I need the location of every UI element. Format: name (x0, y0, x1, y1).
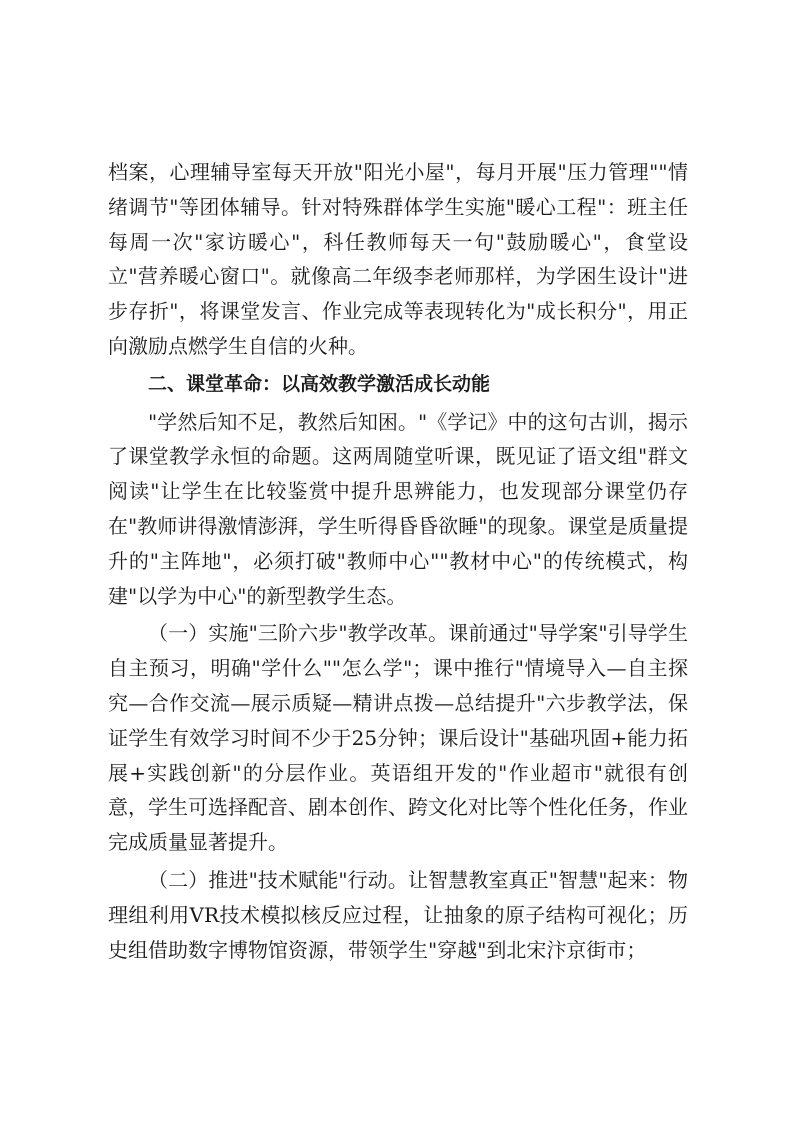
paragraph-student-care: 档案，心理辅导室每天开放"阳光小屋"，每月开展"压力管理""情绪调节"等团体辅导。针对特殊群体学生实施"暖心工程"：班主任每周一次"家访暖心"，科任教师每天一句"鼓励暖心"，食堂设立"营养暖心窗口"。就像高二年级李老师那样，为学困生设计"进步存折"，将课堂发言、作业完成等表现转化为"成长积分"，用正向激励点燃学生自信的火种。 (108, 160, 688, 358)
document-body (108, 155, 688, 967)
paragraph-teaching-reform: （一）实施"三阶六步"教学改革。课前通过"导学案"引导学生自主预习，明确"学什么""怎么学"；课中推行"情境导入—自主探究—合作交流—展示质疑—精讲点拨—总结提升"六步教学法，保证学生有效学习时间不少于25分钟；课后设计"基础巩固+能力拓展+实践创新"的分层作业。英语组开发的"作业超市"就很有创意，学生可选择配音、剧本创作、跨文化对比等个性化任务，作业完成质量显著提升。 (108, 621, 688, 855)
section-heading-classroom-revolution: 二、课堂革命：以高效教学激活成长动能 (148, 372, 491, 395)
paragraph-classroom-intro: "学然后知不足，教然后知困。"《学记》中的这句古训，揭示了课堂教学永恒的命题。这两周随堂听课，既见证了语文组"群文阅读"让学生在比较鉴赏中提升思辨能力，也发现部分课堂仍存在"教师讲得激情澎湃，学生听得昏昏欲睡"的现象。课堂是质量提升的"主阵地"，必须打破"教师中心""教材中心"的传统模式，构建"以学为中心"的新型教学生态。 (108, 409, 688, 608)
paragraph-technology-empowerment: （二）推进"技术赋能"行动。让智慧教室真正"智慧"起来：物理组利用VR技术模拟核反应过程，让抽象的原子结构可视化；历史组借助数字博物馆资源，带领学生"穿越"到北宋汴京街市； (108, 867, 688, 962)
